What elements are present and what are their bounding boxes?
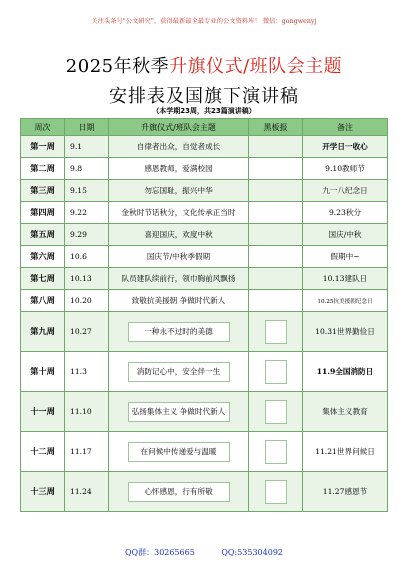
- footer-contact: [0, 547, 408, 558]
- date-cell: 9.29: [65, 224, 109, 246]
- table-row: [21, 432, 388, 472]
- note-cell: 10.25抗美援朝纪念日: [303, 290, 388, 312]
- week-cell: 第七周: [21, 268, 65, 290]
- theme-cell: 金秋时节话秋分，文化传承正当时: [109, 202, 249, 224]
- theme-box: 弘扬集体主义 争做时代新人: [128, 402, 230, 422]
- title-prefix: 2025年秋季: [65, 56, 170, 77]
- blackboard-cell: [249, 392, 303, 432]
- note-cell: 11.27感恩节: [303, 472, 388, 512]
- theme-cell: 喜迎国庆，欢度中秋: [109, 224, 249, 246]
- table-row: [21, 180, 388, 202]
- blackboard-cell: [249, 290, 303, 312]
- date-cell: 11.3: [65, 352, 109, 392]
- week-cell: 十一周: [21, 392, 65, 432]
- title-highlight: 升旗仪式/班队会主题: [169, 56, 343, 77]
- blackboard-cell: [249, 312, 303, 352]
- week-cell: 第八周: [21, 290, 65, 312]
- table-row: [21, 202, 388, 224]
- blackboard-cell: [249, 180, 303, 202]
- theme-cell: 国庆节/中秋季假期: [109, 246, 249, 268]
- theme-cell: 队员建队续前行，领巾胸前风飘扬: [109, 268, 249, 290]
- page-subtitle: （本学期23周，共23篇演讲稿）: [152, 107, 256, 115]
- blackboard-cell: [249, 472, 303, 512]
- page-title-line1: [0, 56, 408, 78]
- theme-cell: [109, 352, 249, 392]
- header-note: 关注头条号"公文研究"，获得最新最全最专业的公文资料库！ 微信：gongwenyj: [91, 18, 317, 25]
- note-cell: 集体主义教育: [303, 392, 388, 432]
- theme-cell: [109, 312, 249, 352]
- header-blackboard: 黑板报: [249, 119, 303, 136]
- note-cell: 假期中~: [303, 246, 388, 268]
- theme-cell: 自律者出众，自觉者成长: [109, 136, 249, 158]
- blackboard-cell: [249, 352, 303, 392]
- theme-box: 消防记心中，安全伴一生: [128, 362, 230, 382]
- theme-cell: 感恩教师，爱满校园: [109, 158, 249, 180]
- week-cell: 第四周: [21, 202, 65, 224]
- schedule-table: [20, 118, 388, 512]
- blackboard-cell: [249, 202, 303, 224]
- blackboard-thumbnail: [265, 400, 287, 424]
- table-row: [21, 136, 388, 158]
- date-cell: 10.6: [65, 246, 109, 268]
- week-cell: 第九周: [21, 312, 65, 352]
- week-cell: 第三周: [21, 180, 65, 202]
- blackboard-thumbnail: [265, 320, 287, 344]
- table-header-row: [21, 119, 388, 136]
- table-row: [21, 158, 388, 180]
- theme-cell: 致敬抗美援朝 争做时代新人: [109, 290, 249, 312]
- week-cell: 十三周: [21, 472, 65, 512]
- header-note: 备注: [303, 119, 388, 136]
- theme-cell: [109, 392, 249, 432]
- theme-cell: 勿忘国耻，振兴中华: [109, 180, 249, 202]
- theme-box: 心怀感恩，行有所敬: [128, 482, 230, 502]
- theme-cell: [109, 472, 249, 512]
- date-cell: 11.17: [65, 432, 109, 472]
- table-row: [21, 268, 388, 290]
- blackboard-cell: [249, 158, 303, 180]
- blackboard-thumbnail: [265, 440, 287, 464]
- footer-qq-group: QQ群：30265665: [124, 548, 195, 557]
- week-cell: 第一周: [21, 136, 65, 158]
- table-row: [21, 392, 388, 432]
- blackboard-cell: [249, 268, 303, 290]
- page-title-line2: 安排表及国旗下演讲稿: [109, 86, 299, 107]
- week-cell: 第十周: [21, 352, 65, 392]
- header-date: 日期: [65, 119, 109, 136]
- blackboard-cell: [249, 432, 303, 472]
- date-cell: 9.1: [65, 136, 109, 158]
- blackboard-thumbnail: [265, 360, 287, 384]
- note-cell: 11.21世界问候日: [303, 432, 388, 472]
- date-cell: 10.27: [65, 312, 109, 352]
- date-cell: 11.24: [65, 472, 109, 512]
- table-row: [21, 290, 388, 312]
- blackboard-thumbnail: [265, 480, 287, 504]
- week-cell: 第六周: [21, 246, 65, 268]
- note-cell: 国庆/中秋: [303, 224, 388, 246]
- note-cell: 11.9全国消防日: [303, 352, 388, 392]
- table-row: [21, 246, 388, 268]
- week-cell: 十二周: [21, 432, 65, 472]
- footer-qq: QQ:535304092: [221, 548, 283, 557]
- blackboard-cell: [249, 246, 303, 268]
- table-row: [21, 352, 388, 392]
- note-cell: 9.23秋分: [303, 202, 388, 224]
- week-cell: 第五周: [21, 224, 65, 246]
- header-week: 周次: [21, 119, 65, 136]
- note-cell: 10.31世界勤俭日: [303, 312, 388, 352]
- note-cell: 开学日一收心: [303, 136, 388, 158]
- table-row: [21, 312, 388, 352]
- theme-box: 一种永不过时的美德: [128, 322, 230, 342]
- date-cell: 9.22: [65, 202, 109, 224]
- date-cell: 10.20: [65, 290, 109, 312]
- date-cell: 10.13: [65, 268, 109, 290]
- date-cell: 9.8: [65, 158, 109, 180]
- date-cell: 11.10: [65, 392, 109, 432]
- table-row: [21, 224, 388, 246]
- theme-cell: [109, 432, 249, 472]
- table-row: [21, 472, 388, 512]
- note-cell: 10.13建队日: [303, 268, 388, 290]
- note-cell: 九一八纪念日: [303, 180, 388, 202]
- header-theme: 升旗仪式/班队会主题: [109, 119, 249, 136]
- theme-box: 在问候中传递爱与温暖: [128, 442, 230, 462]
- week-cell: 第二周: [21, 158, 65, 180]
- blackboard-cell: [249, 224, 303, 246]
- note-cell: 9.10教师节: [303, 158, 388, 180]
- blackboard-cell: [249, 136, 303, 158]
- date-cell: 9.15: [65, 180, 109, 202]
